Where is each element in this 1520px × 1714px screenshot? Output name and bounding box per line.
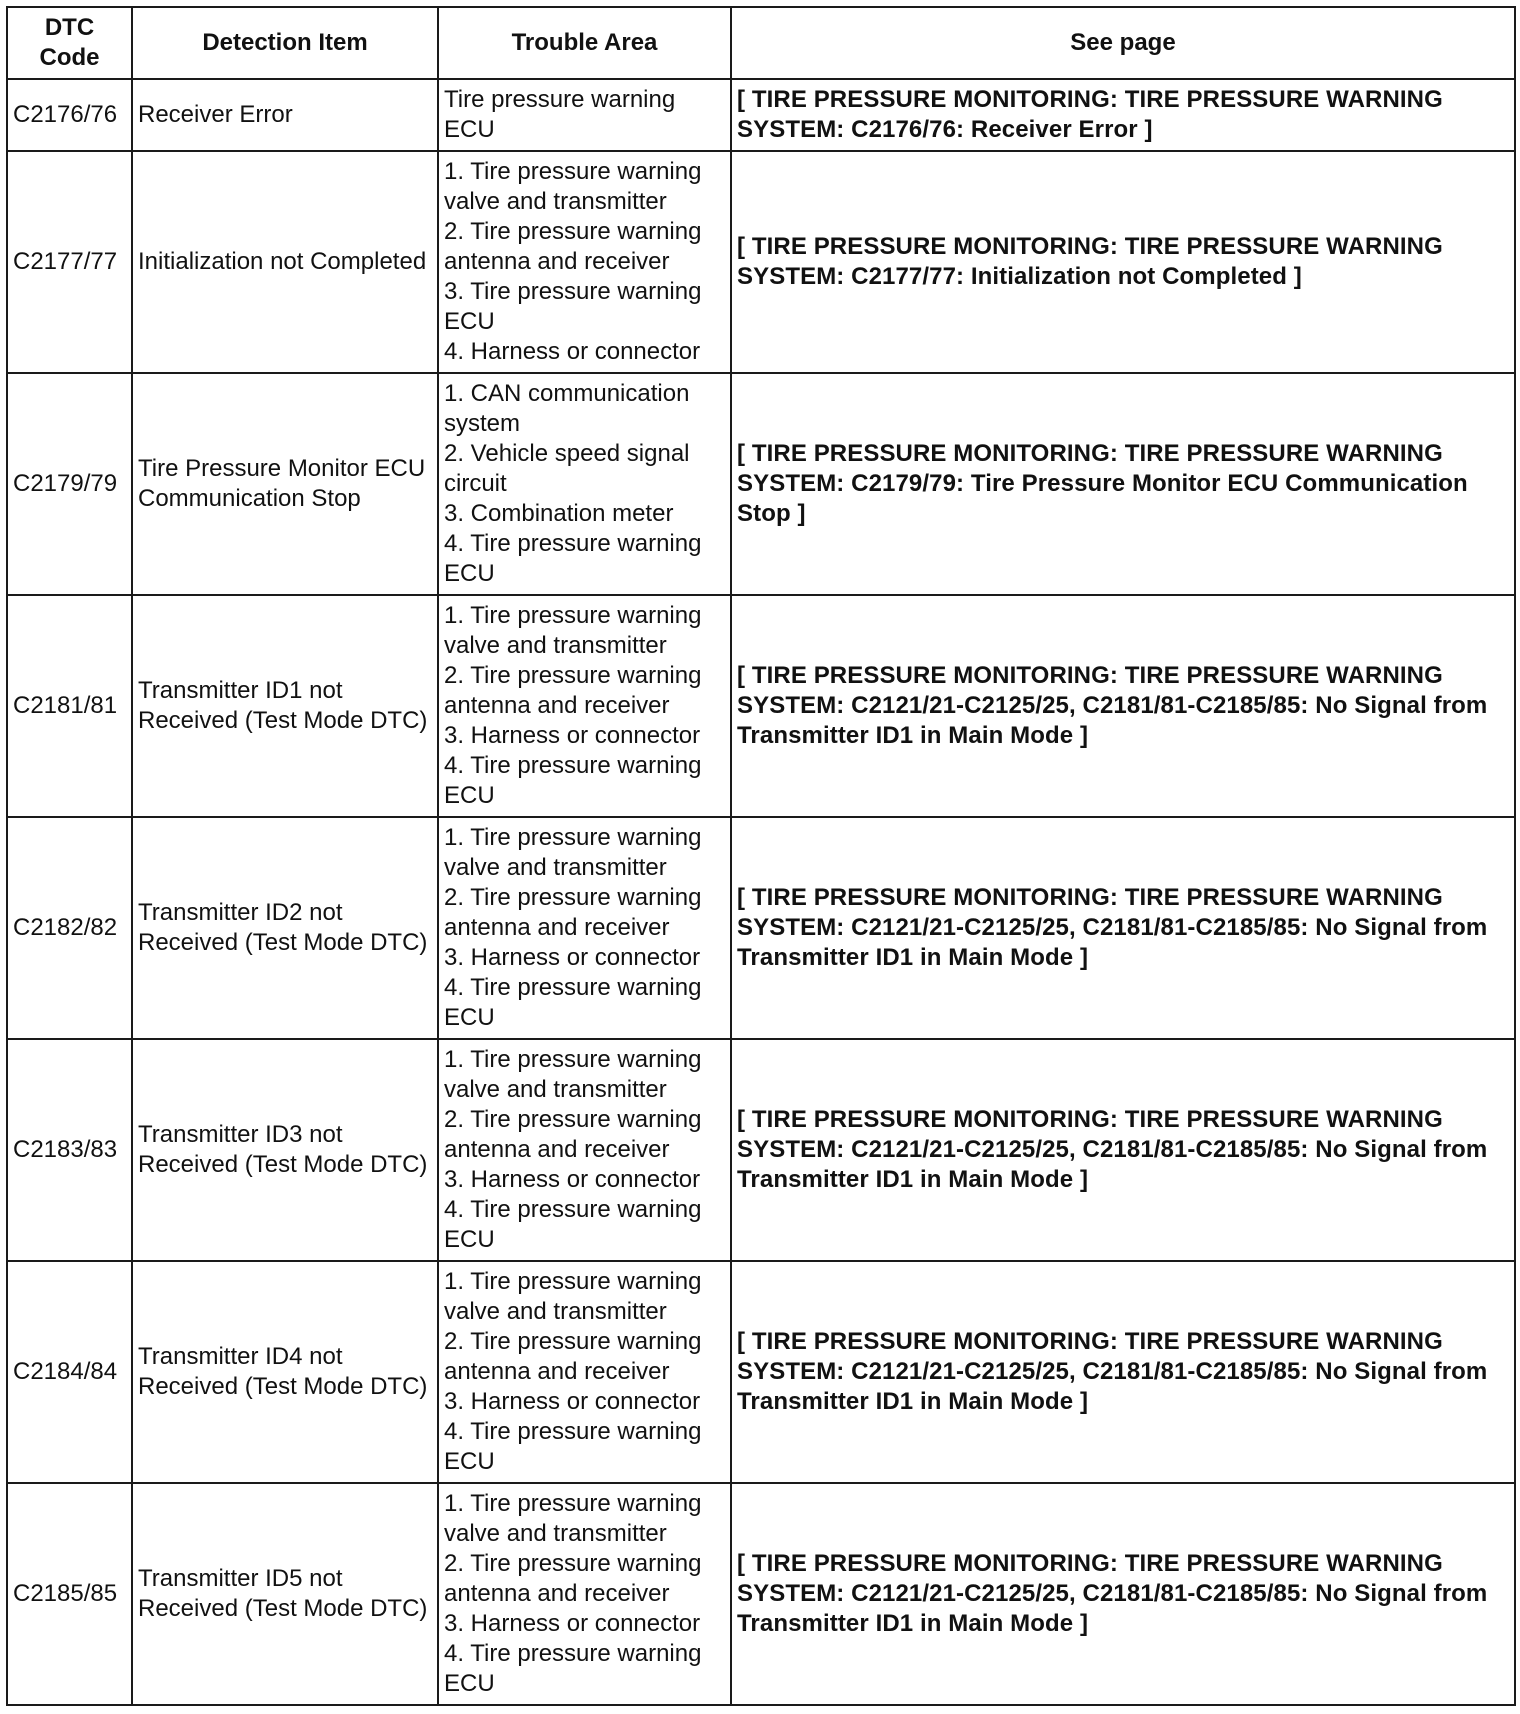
- table-row: [7, 817, 1515, 1039]
- trouble-area-line: 3. Harness or connector: [444, 944, 701, 971]
- trouble-area-line: 4. Tire pressure warning ECU: [444, 752, 702, 809]
- see-page-link[interactable]: [ TIRE PRESSURE MONITORING: TIRE PRESSURE WARNING SYSTEM: C2121/21-C2125/25, C2181/81-C2185/85: No Signal from Transmitter ID1 in Main Mode ]: [731, 1483, 1515, 1705]
- table-row: [7, 373, 1515, 595]
- trouble-area-line: 1. Tire pressure warning valve and transmitter: [444, 1268, 702, 1325]
- detection-item-cell: Tire Pressure Monitor ECU Communication Stop: [132, 373, 438, 595]
- trouble-area-cell: [438, 1483, 731, 1705]
- detection-item-cell: Transmitter ID4 not Received (Test Mode DTC): [132, 1261, 438, 1483]
- trouble-area-line: 1. Tire pressure warning valve and transmitter: [444, 602, 702, 659]
- dtc-code-cell: C2182/82: [7, 817, 132, 1039]
- dtc-table: [6, 6, 1516, 1706]
- trouble-area-line: 3. Harness or connector: [444, 1166, 701, 1193]
- trouble-area-line: Tire pressure warning ECU: [444, 86, 676, 143]
- detection-item-cell: Transmitter ID2 not Received (Test Mode DTC): [132, 817, 438, 1039]
- trouble-area-line: 4. Tire pressure warning ECU: [444, 974, 702, 1031]
- trouble-area-cell: [438, 151, 731, 373]
- trouble-area-line: 1. CAN communication system: [444, 380, 690, 437]
- dtc-code-cell: C2185/85: [7, 1483, 132, 1705]
- header-see-page: See page: [731, 7, 1515, 79]
- trouble-area-line: 3. Harness or connector: [444, 1388, 701, 1415]
- trouble-area-line: 4. Tire pressure warning ECU: [444, 530, 702, 587]
- see-page-link[interactable]: [ TIRE PRESSURE MONITORING: TIRE PRESSURE WARNING SYSTEM: C2121/21-C2125/25, C2181/81-C2185/85: No Signal from Transmitter ID1 in Main Mode ]: [731, 595, 1515, 817]
- detection-item-cell: Receiver Error: [132, 79, 438, 151]
- trouble-area-line: 3. Combination meter: [444, 500, 674, 527]
- dtc-code-cell: C2176/76: [7, 79, 132, 151]
- trouble-area-cell: [438, 817, 731, 1039]
- trouble-area-line: 4. Tire pressure warning ECU: [444, 1196, 702, 1253]
- header-trouble-area: Trouble Area: [438, 7, 731, 79]
- trouble-area-line: 2. Tire pressure warning antenna and receiver: [444, 662, 702, 719]
- table-row: [7, 1039, 1515, 1261]
- trouble-area-line: 3. Harness or connector: [444, 722, 701, 749]
- trouble-area-line: 1. Tire pressure warning valve and transmitter: [444, 824, 702, 881]
- dtc-code-cell: C2184/84: [7, 1261, 132, 1483]
- table-row: [7, 1261, 1515, 1483]
- table-header-row: [7, 7, 1515, 79]
- trouble-area-line: 2. Vehicle speed signal circuit: [444, 440, 690, 497]
- trouble-area-line: 4. Tire pressure warning ECU: [444, 1640, 702, 1697]
- trouble-area-line: 1. Tire pressure warning valve and transmitter: [444, 1046, 702, 1103]
- trouble-area-line: 2. Tire pressure warning antenna and receiver: [444, 218, 702, 275]
- dtc-code-cell: C2183/83: [7, 1039, 132, 1261]
- table-row: [7, 595, 1515, 817]
- trouble-area-line: 4. Tire pressure warning ECU: [444, 1418, 702, 1475]
- trouble-area-cell: [438, 1261, 731, 1483]
- trouble-area-cell: [438, 79, 731, 151]
- header-detection-item: Detection Item: [132, 7, 438, 79]
- trouble-area-line: 3. Harness or connector: [444, 1610, 701, 1637]
- trouble-area-line: 2. Tire pressure warning antenna and receiver: [444, 1106, 702, 1163]
- trouble-area-line: 2. Tire pressure warning antenna and receiver: [444, 1550, 702, 1607]
- detection-item-cell: Transmitter ID3 not Received (Test Mode DTC): [132, 1039, 438, 1261]
- see-page-link[interactable]: [ TIRE PRESSURE MONITORING: TIRE PRESSURE WARNING SYSTEM: C2176/76: Receiver Error ]: [731, 79, 1515, 151]
- dtc-code-cell: C2181/81: [7, 595, 132, 817]
- trouble-area-line: 3. Tire pressure warning ECU: [444, 278, 702, 335]
- trouble-area-line: 1. Tire pressure warning valve and transmitter: [444, 1490, 702, 1547]
- trouble-area-line: 2. Tire pressure warning antenna and receiver: [444, 1328, 702, 1385]
- trouble-area-line: 2. Tire pressure warning antenna and receiver: [444, 884, 702, 941]
- header-dtc-code: DTC Code: [7, 7, 132, 79]
- trouble-area-cell: [438, 373, 731, 595]
- trouble-area-cell: [438, 1039, 731, 1261]
- detection-item-cell: Transmitter ID1 not Received (Test Mode DTC): [132, 595, 438, 817]
- see-page-link[interactable]: [ TIRE PRESSURE MONITORING: TIRE PRESSURE WARNING SYSTEM: C2121/21-C2125/25, C2181/81-C2185/85: No Signal from Transmitter ID1 in Main Mode ]: [731, 817, 1515, 1039]
- dtc-code-cell: C2177/77: [7, 151, 132, 373]
- trouble-area-line: 1. Tire pressure warning valve and transmitter: [444, 158, 702, 215]
- detection-item-cell: Initialization not Completed: [132, 151, 438, 373]
- see-page-link[interactable]: [ TIRE PRESSURE MONITORING: TIRE PRESSURE WARNING SYSTEM: C2179/79: Tire Pressure Monitor ECU Communication Stop ]: [731, 373, 1515, 595]
- trouble-area-line: 4. Harness or connector: [444, 338, 701, 365]
- detection-item-cell: Transmitter ID5 not Received (Test Mode DTC): [132, 1483, 438, 1705]
- see-page-link[interactable]: [ TIRE PRESSURE MONITORING: TIRE PRESSURE WARNING SYSTEM: C2121/21-C2125/25, C2181/81-C2185/85: No Signal from Transmitter ID1 in Main Mode ]: [731, 1261, 1515, 1483]
- trouble-area-cell: [438, 595, 731, 817]
- dtc-table-container: [6, 6, 1516, 1706]
- see-page-link[interactable]: [ TIRE PRESSURE MONITORING: TIRE PRESSURE WARNING SYSTEM: C2177/77: Initialization not Completed ]: [731, 151, 1515, 373]
- dtc-code-cell: C2179/79: [7, 373, 132, 595]
- table-row: [7, 151, 1515, 373]
- table-row: [7, 1483, 1515, 1705]
- table-row: [7, 79, 1515, 151]
- see-page-link[interactable]: [ TIRE PRESSURE MONITORING: TIRE PRESSURE WARNING SYSTEM: C2121/21-C2125/25, C2181/81-C2185/85: No Signal from Transmitter ID1 in Main Mode ]: [731, 1039, 1515, 1261]
